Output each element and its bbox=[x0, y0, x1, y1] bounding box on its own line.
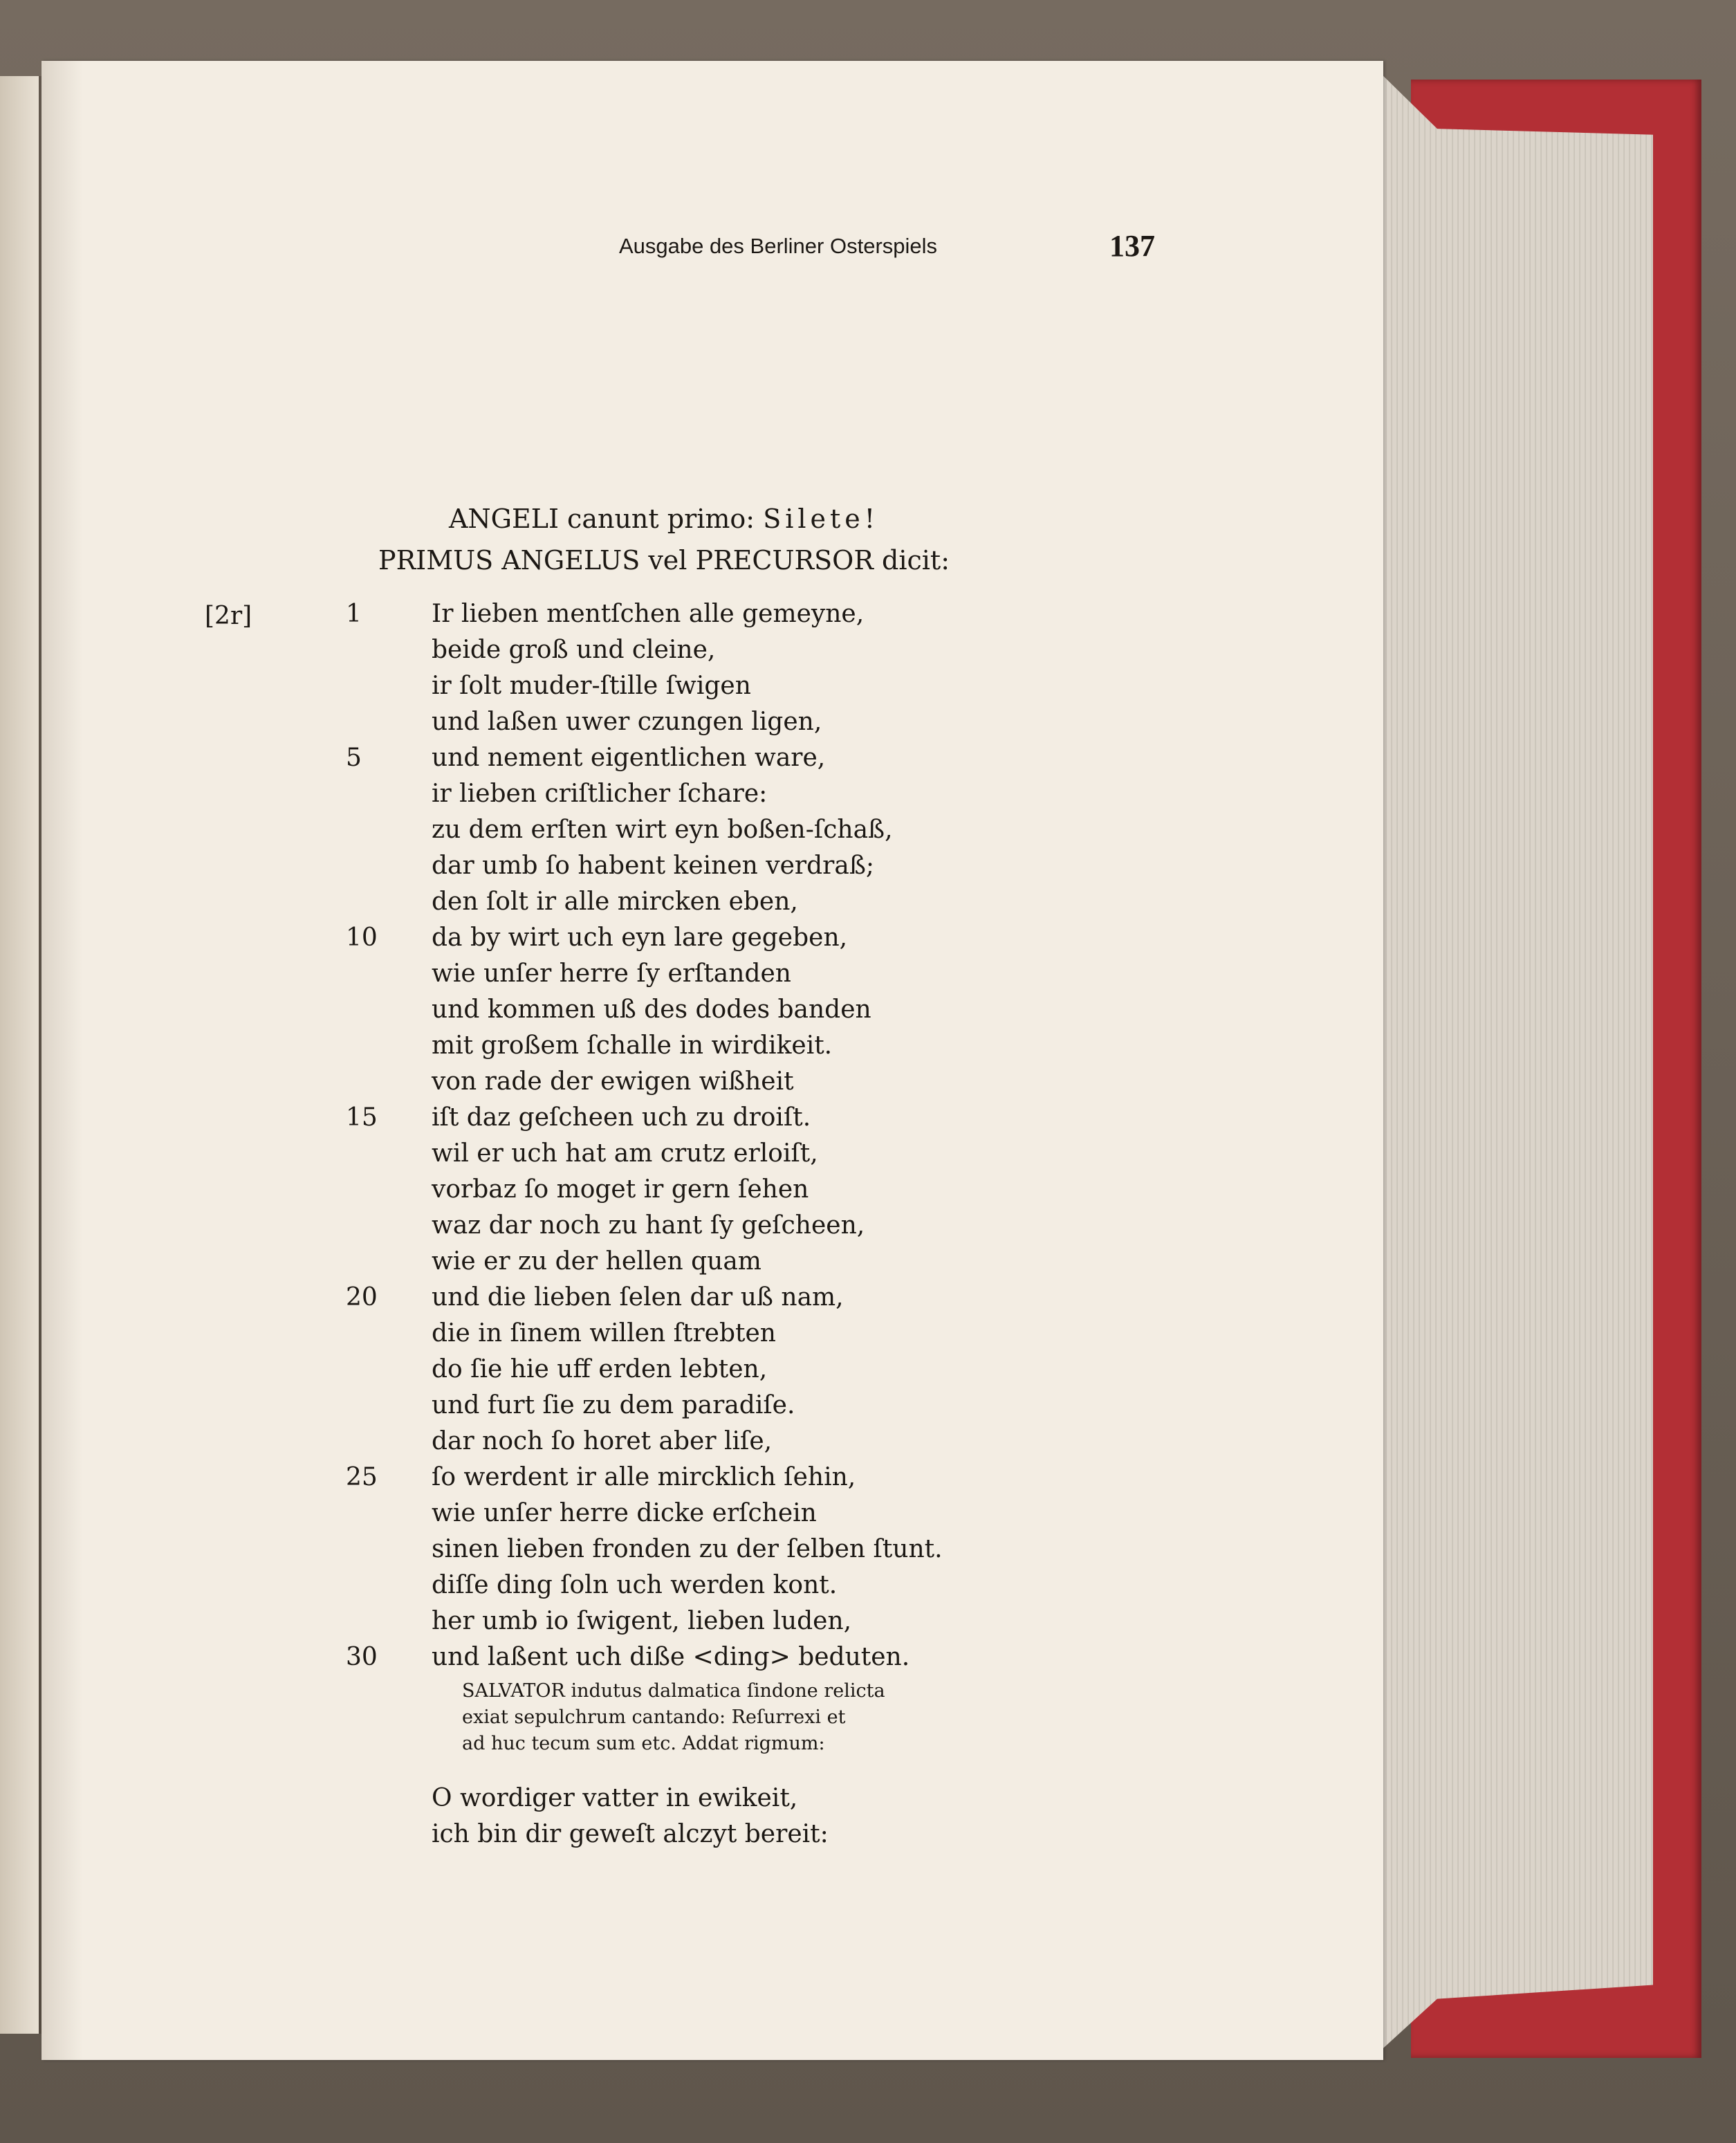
verse-line bbox=[346, 1781, 1072, 1817]
line-number: 20 bbox=[346, 1283, 378, 1312]
line-number: 15 bbox=[346, 1103, 378, 1132]
stage-direction-line: exiat sepulchrum cantando: Reſurrexi et bbox=[462, 1707, 846, 1728]
verse-line bbox=[346, 992, 1072, 1028]
line-number: 5 bbox=[346, 744, 362, 772]
verse-line bbox=[346, 884, 1072, 920]
verse-text: und kommen uß des dodes banden bbox=[432, 995, 871, 1024]
running-head-title: Ausgabe des Berliner Osterspiels bbox=[618, 234, 938, 258]
stage-direction bbox=[462, 1678, 1015, 1757]
verse-text: do ſie hie uff erden lebten, bbox=[432, 1355, 768, 1383]
line-number: 30 bbox=[346, 1643, 378, 1671]
verse-text: ir ſolt muder-ſtille ſwigen bbox=[432, 672, 751, 700]
verse-text: dar umb ſo habent keinen verdraß; bbox=[432, 852, 875, 880]
verse-text: waz dar noch zu hant ſy geſcheen, bbox=[432, 1211, 865, 1240]
line-number: 1 bbox=[346, 600, 362, 628]
verse-text: her umb io ſwigent, lieben luden, bbox=[432, 1607, 852, 1635]
heading-line-1 bbox=[304, 504, 1024, 534]
verse-line bbox=[346, 1817, 1072, 1852]
verse-line bbox=[346, 776, 1072, 812]
verse-text: ir lieben criſtlicher ſchare: bbox=[432, 780, 768, 808]
verse-text: und laßent uch diße <ding> beduten. bbox=[432, 1643, 910, 1671]
verse-text: dar noch ſo horet aber liſe, bbox=[432, 1427, 773, 1455]
verse-text: von rade der ewigen wißheit bbox=[432, 1067, 794, 1096]
verse-text: ſo werdent ir alle mircklich ſehin, bbox=[432, 1463, 856, 1491]
verse-text: und die lieben ſelen dar uß nam, bbox=[432, 1283, 844, 1312]
stage-direction-line: SALVATOR indutus dalmatica ſindone relicta bbox=[462, 1680, 885, 1702]
verse-line bbox=[346, 596, 1072, 632]
verse-text: O wordiger vatter in ewikeit, bbox=[432, 1784, 798, 1812]
left-page-edge bbox=[0, 76, 39, 2034]
book-page bbox=[41, 61, 1383, 2060]
verse-line bbox=[346, 1064, 1072, 1100]
verse-line bbox=[346, 740, 1072, 776]
verse-line bbox=[346, 1496, 1072, 1532]
verse-text: da by wirt uch eyn lare gegeben, bbox=[432, 923, 848, 952]
verse-block bbox=[346, 596, 1072, 1675]
verse-line bbox=[346, 704, 1072, 740]
verse-text: und furt ſie zu dem paradiſe. bbox=[432, 1391, 795, 1419]
verse-line bbox=[346, 956, 1072, 992]
verse-line bbox=[346, 1603, 1072, 1639]
verse-line bbox=[346, 848, 1072, 884]
verse-line bbox=[346, 668, 1072, 704]
verse-text: wil er uch hat am crutz erloiſt, bbox=[432, 1139, 818, 1168]
verse-text: den ſolt ir alle mircken eben, bbox=[432, 887, 798, 916]
verse-text: die in ſinem willen ſtrebten bbox=[432, 1319, 776, 1348]
verse-text: zu dem erſten wirt eyn boßen-ſchaß, bbox=[432, 816, 893, 844]
verse-line bbox=[346, 1352, 1072, 1388]
line-number: 10 bbox=[346, 923, 378, 952]
heading-spaced-word: Silete! bbox=[763, 504, 880, 534]
verse-line bbox=[346, 1208, 1072, 1244]
verse-line bbox=[346, 1424, 1072, 1460]
verse-text: Ir lieben mentſchen alle gemeyne, bbox=[432, 600, 865, 628]
verse-block-continued bbox=[346, 1781, 1072, 1852]
verse-text: und laßen uwer czungen ligen, bbox=[432, 708, 822, 736]
page-number: 137 bbox=[1109, 229, 1155, 263]
page-edges bbox=[1376, 69, 1653, 2054]
verse-text: ich bin dir geweſt alczyt bereit: bbox=[432, 1820, 829, 1848]
verse-text: wie unſer herre dicke erſchein bbox=[432, 1499, 817, 1527]
verse-line bbox=[346, 632, 1072, 668]
verse-line bbox=[346, 1244, 1072, 1280]
verse-line bbox=[346, 1567, 1072, 1603]
heading-line-2: PRIMUS ANGELUS vel PRECURSOR dicit: bbox=[378, 545, 950, 576]
verse-line bbox=[346, 1639, 1072, 1675]
heading-line-1-text: ANGELI canunt primo: bbox=[448, 504, 764, 534]
verse-line bbox=[346, 920, 1072, 956]
verse-line bbox=[346, 1280, 1072, 1316]
verse-line bbox=[346, 1316, 1072, 1352]
verse-line bbox=[346, 1028, 1072, 1064]
verse-text: wie unſer herre ſy erſtanden bbox=[432, 959, 791, 988]
verse-line bbox=[346, 1532, 1072, 1567]
verse-text: diſſe ding ſoln uch werden kont. bbox=[432, 1571, 838, 1599]
line-number: 25 bbox=[346, 1463, 378, 1491]
verse-line bbox=[346, 812, 1072, 848]
verse-line bbox=[346, 1460, 1072, 1496]
verse-text: beide groß und cleine, bbox=[432, 636, 716, 664]
verse-text: vorbaz ſo moget ir gern ſehen bbox=[432, 1175, 809, 1204]
folio-marker: [2r] bbox=[205, 602, 252, 630]
verse-line bbox=[346, 1100, 1072, 1136]
verse-line bbox=[346, 1136, 1072, 1172]
verse-text: mit großem ſchalle in wirdikeit. bbox=[432, 1031, 833, 1060]
verse-line bbox=[346, 1172, 1072, 1208]
stage-direction-line: ad huc tecum sum etc. Addat rigmum: bbox=[462, 1733, 825, 1754]
running-head bbox=[470, 220, 1155, 275]
verse-line bbox=[346, 1388, 1072, 1424]
verse-text: wie er zu der hellen quam bbox=[432, 1247, 761, 1276]
verse-text: iſt daz geſcheen uch zu droiſt. bbox=[432, 1103, 811, 1132]
verse-text: und nement eigentlichen ware, bbox=[432, 744, 826, 772]
verse-text: sinen lieben fronden zu der ſelben ſtunt. bbox=[432, 1535, 943, 1563]
